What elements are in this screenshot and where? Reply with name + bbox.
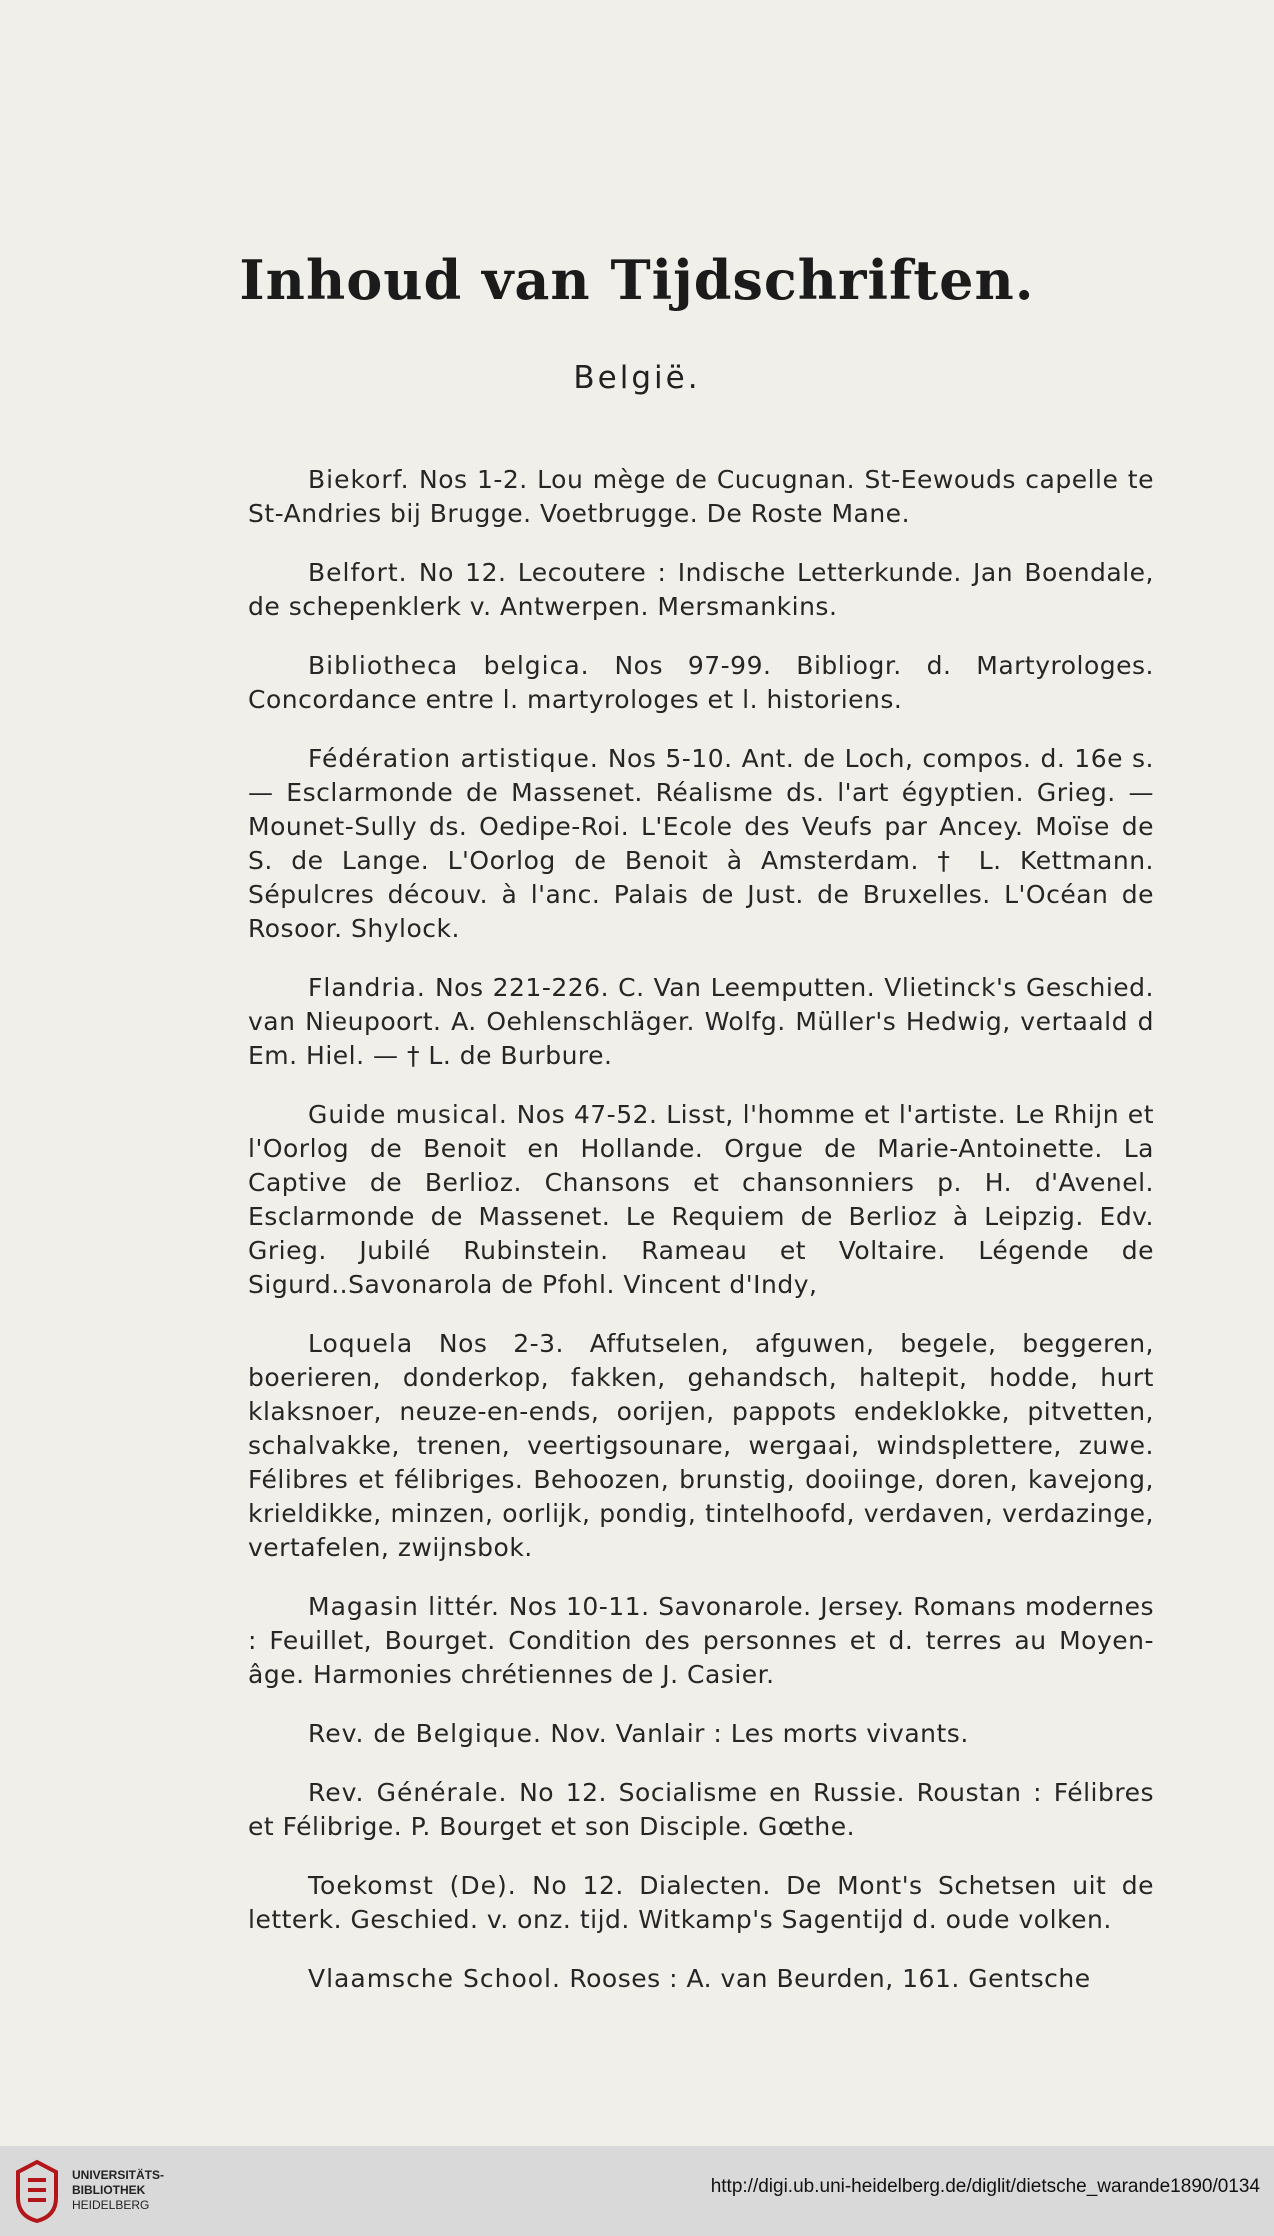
entry-name: Belfort. bbox=[308, 558, 408, 587]
section-heading: België. bbox=[573, 360, 701, 396]
entry-text: No 12. Socialisme en Russie. Roustan : Félibres et Félibrige. P. Bourget et son Disciple. Gœthe. bbox=[248, 1778, 1154, 1841]
entry-name: Rev. Générale. bbox=[308, 1778, 508, 1807]
entry-text: Nos 1-2. Lou mège de Cucugnan. St-Eewouds capelle te St-Andries bij Brugge. Voetbrugge. De Roste Mane. bbox=[248, 465, 1154, 528]
entry-loquela bbox=[248, 1327, 1154, 1565]
entry-guide-musical bbox=[248, 1098, 1154, 1302]
entry-rev-de-belgique bbox=[248, 1717, 1154, 1751]
entry-toekomst bbox=[248, 1869, 1154, 1937]
entry-name: Magasin littér. bbox=[308, 1592, 500, 1621]
library-name-line: HEIDELBERG bbox=[72, 2198, 150, 2212]
entry-bibliotheca-belgica bbox=[248, 649, 1154, 717]
entry-text: Nos 2-3. Affutselen, afguwen, begele, beggeren, boerieren, donderkop, fakken, gehandsch, haltepit, hodde, hurt klaksnoer, neuze-en-ends, oorijen, pappots endeklokke, pitvetten, schalvakke, trenen, veertigsounare, wergaai, windsplettere, zuwe. Félibres et félibriges. Behoozen, brunstig, dooiinge, doren, kavejong, krieldikke, minzen, oorlijk, pondig, tintelhoofd, verdaven, verdazinge, vertafelen, zwijnsbok. bbox=[248, 1329, 1154, 1562]
entry-name: Toekomst (De). bbox=[308, 1871, 517, 1900]
library-name bbox=[72, 2168, 164, 2213]
entry-federation-artistique bbox=[248, 742, 1154, 946]
entry-name: Rev. de Belgique. bbox=[308, 1719, 542, 1748]
entry-name: Vlaamsche School. bbox=[308, 1964, 561, 1993]
entry-belfort bbox=[248, 556, 1154, 624]
entry-rev-generale bbox=[248, 1776, 1154, 1844]
entry-magasin-litter bbox=[248, 1590, 1154, 1692]
entry-text: Nos 5-10. Ant. de Loch, compos. d. 16e s. — Esclarmonde de Massenet. Réalisme ds. l'art égyptien. Grieg. — Mounet-Sully ds. Oedipe-Roi. L'Ecole des Veufs par Ancey. Moïse de S. de Lange. L'Oorlog de Benoit à Amsterdam. † L. Kettmann. Sépulcres découv. à l'anc. Palais de Just. de Bruxelles. L'Océan de Rosoor. Shylock. bbox=[248, 744, 1154, 943]
entry-text: Rooses : A. van Beurden, 161. Gentsche bbox=[569, 1964, 1091, 1993]
library-name-line: UNIVERSITÄTS- bbox=[72, 2168, 165, 2182]
entry-name: Loquela bbox=[308, 1329, 414, 1358]
entry-list bbox=[248, 438, 1154, 2015]
entry-name: Bibliotheca belgica. bbox=[308, 651, 590, 680]
page-title: Inhoud van Tijdschriften. bbox=[239, 248, 1035, 312]
entry-vlaamsche-school bbox=[248, 1962, 1154, 1996]
entry-text: No 12. Dialecten. De Mont's Schetsen uit de letterk. Geschied. v. onz. tijd. Witkamp's Sagentijd d. oude volken. bbox=[248, 1871, 1155, 1934]
entry-name: Fédération artistique. bbox=[308, 744, 599, 773]
entry-flandria bbox=[248, 971, 1154, 1073]
entry-text: Nos 47-52. Lisst, l'homme et l'artiste. Le Rhijn et l'Oorlog de Benoit en Hollande. Orgue de Marie-Antoinette. La Captive de Berlioz. Chansons et chansonniers p. H. d'Avenel. Esclarmonde de Massenet. Le Requiem de Berlioz à Leipzig. Edv. Grieg. Jubilé Rubinstein. Rameau et Voltaire. Légende de Sigurd..Savonarola de Pfohl. Vincent d'Indy, bbox=[248, 1100, 1154, 1299]
entry-name: Guide musical. bbox=[308, 1100, 508, 1129]
library-logo-icon bbox=[14, 2158, 60, 2224]
entry-text: Nos 221-226. C. Van Leemputten. Vlietinck's Geschied. van Nieupoort. A. Oehlenschläger. Wolfg. Müller's Hedwig, vertaald d Em. Hiel. — † L. de Burbure. bbox=[248, 973, 1155, 1070]
entry-biekorf bbox=[248, 463, 1154, 531]
source-url-link[interactable]: http://digi.ub.uni-heidelberg.de/diglit/dietsche_warande1890/0134 bbox=[710, 2176, 1260, 2197]
library-name-line: BIBLIOTHEK bbox=[72, 2183, 146, 2197]
entry-text: No 12. Lecoutere : Indische Letterkunde. Jan Boendale, de schepenklerk v. Antwerpen. Mersmankins. bbox=[248, 558, 1154, 621]
entry-name: Flandria. bbox=[308, 973, 426, 1002]
entry-text: Nov. Vanlair : Les morts vivants. bbox=[550, 1719, 969, 1748]
viewer-footer bbox=[0, 2146, 1274, 2236]
entry-text: Nos 10-11. Savonarole. Jersey. Romans modernes : Feuillet, Bourget. Condition des personnes et d. terres au Moyen-âge. Harmonies chrétiennes de J. Casier. bbox=[248, 1592, 1154, 1689]
entry-name: Biekorf. bbox=[308, 465, 410, 494]
entry-text: Nos 97-99. Bibliogr. d. Martyrologes. Concordance entre l. martyrologes et l. historiens. bbox=[248, 651, 1155, 714]
